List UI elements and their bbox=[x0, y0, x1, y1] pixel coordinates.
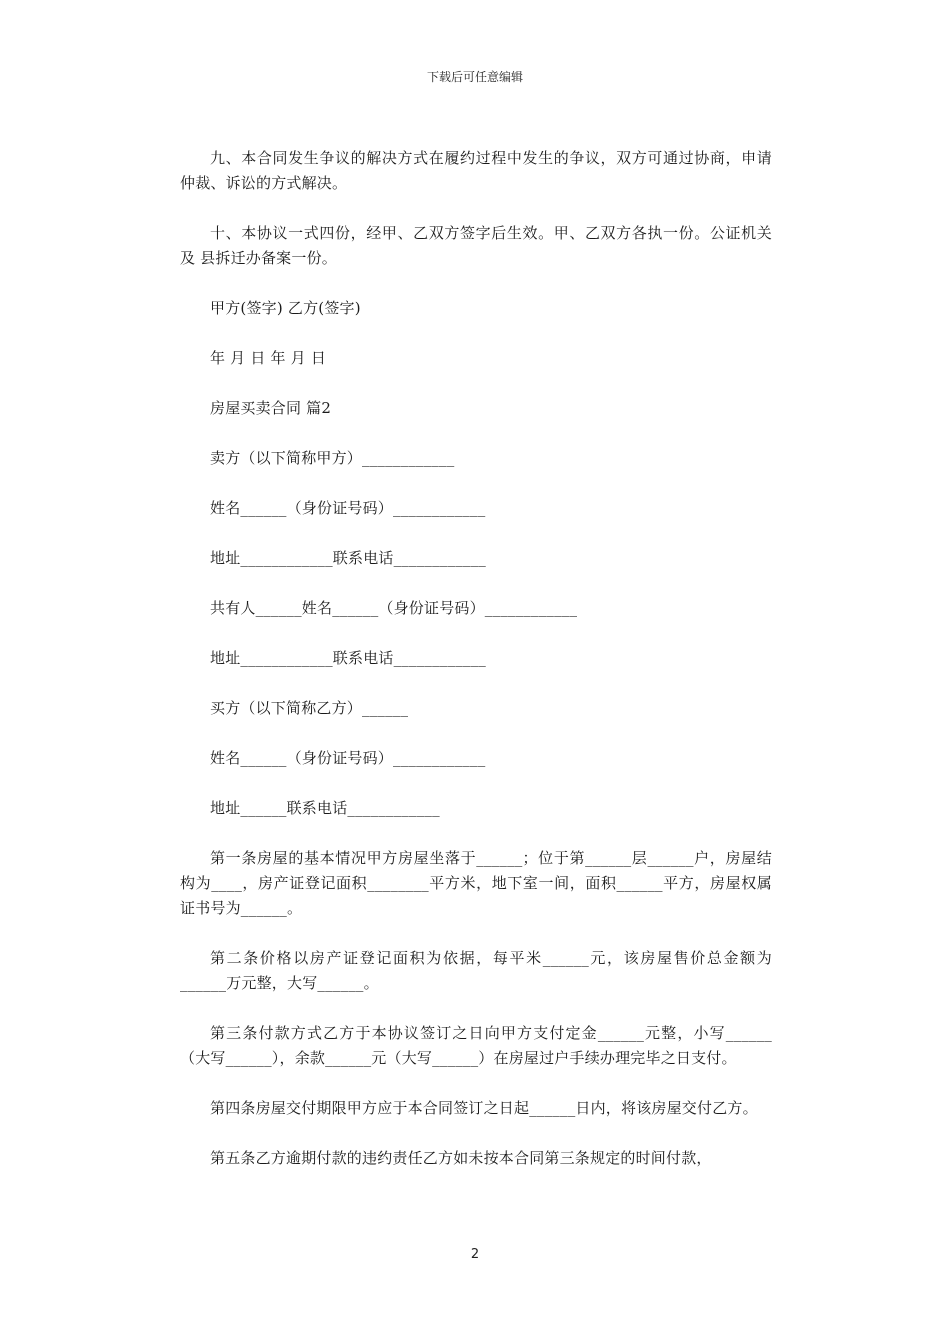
article-1-property-info: 第一条房屋的基本情况甲方房屋坐落于______；位于第______层______户，房屋结构为____，房产证登记面积________平方米，地下室一间，面积______平方，房屋权属证书号为______。 bbox=[180, 849, 772, 917]
signature-line: 甲方(签字) 乙方(签字) bbox=[210, 299, 361, 317]
clause-10-copies: 十、本协议一式四份，经甲、乙双方签字后生效。甲、乙双方各执一份。公证机关及 县拆迁办备案一份。 bbox=[180, 224, 772, 267]
buyer-name-line: 姓名______（身份证号码）____________ bbox=[210, 749, 486, 767]
page-number: 2 bbox=[470, 1247, 480, 1262]
article-5-late-payment: 第五条乙方逾期付款的违约责任乙方如未按本合同第三条规定的时间付款， bbox=[210, 1149, 712, 1167]
co-owner-line: 共有人______姓名______（身份证号码）____________ bbox=[210, 599, 578, 617]
article-3-payment: 第三条付款方式乙方于本协议签订之日向甲方支付定金______元整，小写______（大写______），余款______元（大写______）在房屋过户手续办理完毕之日支付。 bbox=[180, 1024, 772, 1067]
date-line: 年 月 日 年 月 日 bbox=[210, 349, 327, 367]
article-4-delivery: 第四条房屋交付期限甲方应于本合同签订之日起______日内，将该房屋交付乙方。 bbox=[210, 1099, 758, 1117]
document-body bbox=[180, 146, 772, 1196]
co-owner-address-line: 地址____________联系电话____________ bbox=[210, 649, 487, 667]
clause-9-dispute-resolution: 九、本合同发生争议的解决方式在履约过程中发生的争议，双方可通过协商，申请仲裁、诉讼的方式解决。 bbox=[180, 149, 772, 192]
page-header: 下载后可任意编辑 bbox=[426, 70, 523, 84]
seller-address-line: 地址____________联系电话____________ bbox=[210, 549, 487, 567]
buyer-address-line: 地址______联系电话____________ bbox=[210, 799, 440, 817]
article-2-price: 第二条价格以房产证登记面积为依据，每平米______元，该房屋售价总金额为______万元整，大写______。 bbox=[180, 949, 772, 992]
buyer-line: 买方（以下简称乙方）______ bbox=[210, 699, 409, 717]
section-title: 房屋买卖合同 篇2 bbox=[210, 399, 332, 417]
seller-line: 卖方（以下简称甲方）____________ bbox=[210, 449, 455, 467]
seller-name-line: 姓名______（身份证号码）____________ bbox=[210, 499, 486, 517]
